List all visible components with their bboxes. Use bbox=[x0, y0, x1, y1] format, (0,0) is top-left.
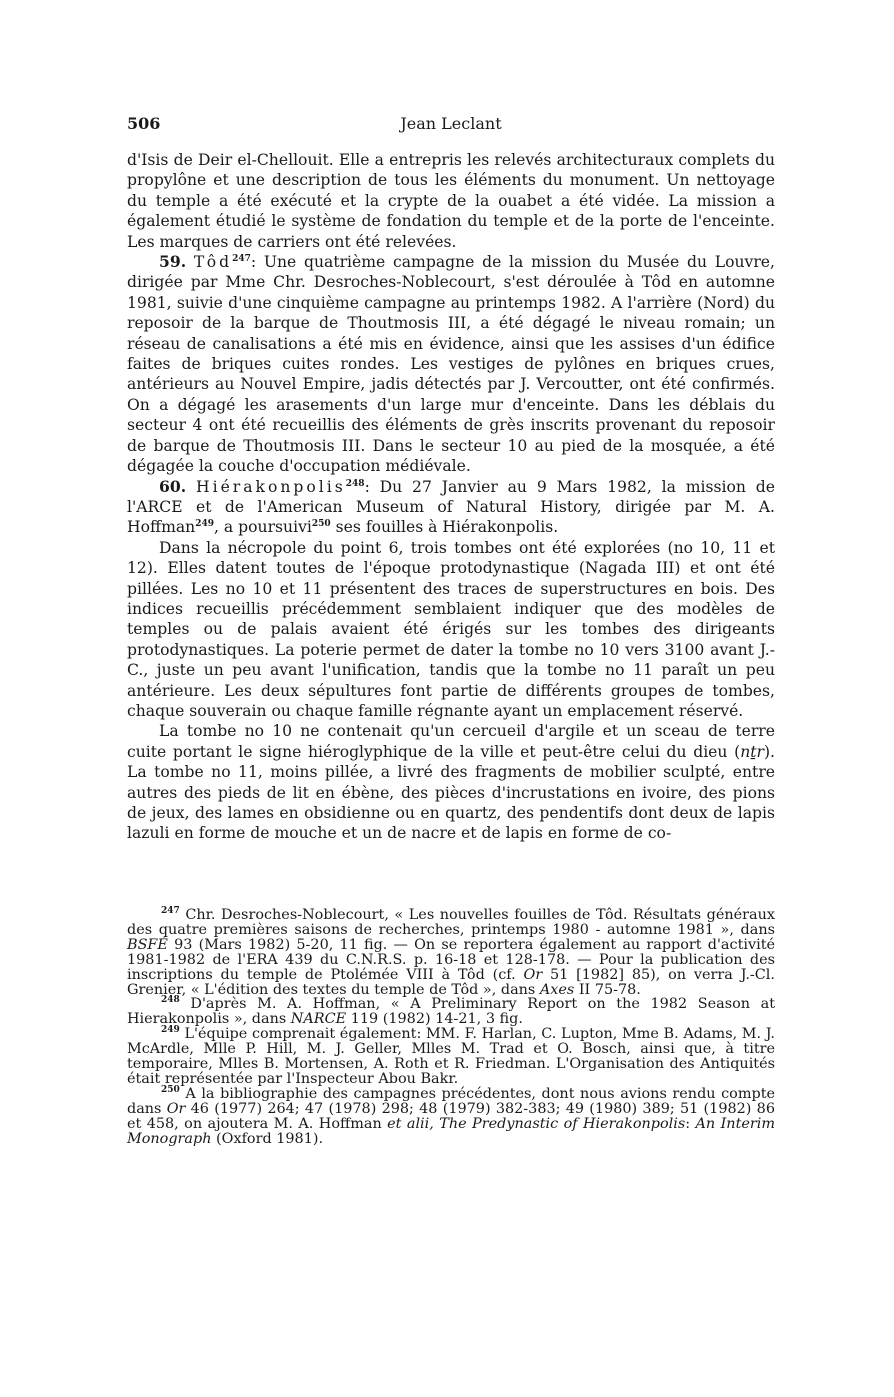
footnote-text: II 75-78. bbox=[574, 981, 641, 998]
footnote-text: 93 (Mars 1982) 5-20, 11 fig. — On se reportera également au rapport d'activité 1981-1982 de l'ERA 439 du C.N.R.S. p. 16-18 et 128-178. — Pour la publication des inscriptions du temple de Ptolémée VIII à Tôd (cf. bbox=[127, 936, 775, 983]
paragraph bbox=[127, 538, 775, 722]
footnote-italic: BSFÉ bbox=[127, 936, 168, 953]
footnote-number: 248 bbox=[161, 995, 180, 1006]
section-number: 59. bbox=[159, 252, 187, 272]
footnote-text: A la bibliographie des campagnes précédentes, dont nous avions rendu compte dans bbox=[127, 1085, 775, 1117]
footnote-italic: NARCE bbox=[290, 1011, 347, 1028]
footnote-ref[interactable]: 248 bbox=[345, 478, 365, 489]
footnote-italic: Or bbox=[523, 966, 543, 983]
site-name: Hiérakonpolis bbox=[195, 477, 346, 496]
footnote-italic: Or bbox=[166, 1100, 186, 1117]
footnote-text: 119 (1982) 14-21, 3 fig. bbox=[346, 1011, 523, 1028]
footnote-247 bbox=[127, 908, 775, 997]
footnote-ref[interactable]: 249 bbox=[195, 519, 214, 530]
footnote-number: 249 bbox=[161, 1025, 180, 1036]
paragraph-text: La tombe no 10 ne contenait qu'un cercueil d'argile et un sceau de terre cuite portant le signe hiéroglyphique de la ville et peut-être celui du dieu ( bbox=[127, 722, 775, 761]
site-name: Tôd bbox=[193, 253, 233, 272]
footnote-text: 46 (1977) 264; 47 (1978) 298; 48 (1979) 382-383; 49 (1980) 389; 51 (1982) 86 et 458, on ajoutera M. A. Hoffman bbox=[127, 1100, 775, 1132]
footnote-text: 51 [1982] 85), on verra J.-Cl. Grenier, « L'édition des textes du temple de Tôd », dans bbox=[127, 966, 775, 998]
body-text bbox=[127, 150, 775, 844]
running-author: Jean Leclant bbox=[400, 114, 502, 133]
paragraph bbox=[127, 150, 775, 252]
running-header bbox=[127, 114, 775, 138]
paragraph-hierakonpolis bbox=[127, 477, 775, 538]
footnotes bbox=[127, 908, 775, 1147]
paragraph-text: : Du 27 Janvier au 9 Mars 1982, la mission de l'ARCE et de l'American Museum of Natural History, dirigée par M. A. Hoffman bbox=[127, 477, 775, 537]
footnote-italic: et alii, The Predynastic of Hierakonpolis bbox=[387, 1115, 686, 1132]
paragraph-text: ). La tombe no 11, moins pillée, a livré des fragments de mobilier sculpté, entre autres des pieds de lit en ébène, des pièces d'incrustations en ivoire, des pions de jeux, des lames en obsidienne ou en quartz, des pendentifs dont deux de lapis lazuli en forme de mouche et un de nacre et de lapis en forme de co- bbox=[127, 742, 775, 843]
footnote-text: : bbox=[685, 1115, 696, 1132]
paragraph-text: Dans la nécropole du point 6, trois tombes ont été explorées (no 10, 11 et 12). Elles datent toutes de l'époque protodynastique (Nagada III) et ont été pillées. Les no 10 et 11 présentent des traces de superstructures en bois. Des indices recueillis précédemment semblaient indiquer que des modèles de temples ou de palais avaient été érigés sur les tombes des dirigeants protodynastiques. La poterie permet de dater la tombe no 10 vers 3100 avant J.-C., juste un peu avant l'unification, tandis que la tombe no 11 paraît un peu antérieure. Les deux sépultures font partie de différents groupes de tombes, chaque souverain ou chaque famille régnante ayant un emplacement réservé. bbox=[127, 538, 775, 720]
paragraph-text: : Une quatrième campagne de la mission du Musée du Louvre, dirigée par Mme Chr. Desroches-Noblecourt, s'est déroulée à Tôd en automne 1981, suivie d'une cinquième campagne au printemps 1982. A l'arrière (Nord) du reposoir de la barque de Thoutmosis III, a été dégagé le niveau romain; un réseau de canalisations a été mis en évidence, ainsi que les assises d'un édifice faites de briques cuites rondes. Les vestiges de pylônes en briques crues, antérieurs au Nouvel Empire, jadis détectés par J. Vercoutter, ont été confirmés. On a dégagé les arasements d'un large mur d'enceinte. Dans les déblais du secteur 4 ont été recueillis des éléments de grès inscrits provenant du reposoir de barque de Thoutmosis III. Dans le secteur 10 au pied de la mosquée, a été dégagée la couche d'occupation médiévale. bbox=[127, 253, 775, 476]
footnote-text: Chr. Desroches-Noblecourt, « Les nouvelles fouilles de Tôd. Résultats généraux des quatre premières saisons de recherches, printemps 1980 - automne 1981 », dans bbox=[127, 907, 775, 938]
paragraph-text: ses fouilles à Hiérakonpolis. bbox=[330, 518, 559, 537]
footnote-text: L'équipe comprenait également: MM. F. Harlan, C. Lupton, Mme B. Adams, M. J. McArdle, Mlle P. Hill, M. J. Geller, Mlles M. Trad et O. Bosch, ainsi que, à titre temporaire, Mlles B. Mortensen, A. Roth et R. Friedman. L'Organisation des Antiquités était représentée par l'Inspecteur Abou Bakr. bbox=[127, 1026, 775, 1087]
footnote-number: 247 bbox=[161, 906, 180, 917]
paragraph bbox=[127, 721, 775, 843]
paragraph-tod bbox=[127, 252, 775, 476]
italic-term: nṯr bbox=[740, 742, 764, 761]
paragraph-text: , a poursuivi bbox=[214, 518, 312, 537]
footnote-248 bbox=[127, 997, 775, 1027]
paragraph-text: d'Isis de Deir el-Chellouit. Elle a entrepris les relevés architecturaux complets du propylône et une description de tous les éléments du monument. Un nettoyage du temple a été exécuté et la crypte de la ouabet a été vidée. La mission a également étudié le système de fondation du temple et de la porte de l'enceinte. Les marques de carriers ont été relevées. bbox=[127, 151, 775, 251]
footnote-ref[interactable]: 247 bbox=[232, 253, 251, 264]
section-number: 60. bbox=[159, 476, 187, 496]
footnote-ref[interactable]: 250 bbox=[311, 519, 331, 530]
footnote-text: (Oxford 1981). bbox=[211, 1130, 324, 1147]
footnote-number: 250 bbox=[161, 1085, 180, 1096]
footnote-italic: Axes bbox=[539, 981, 575, 998]
footnote-italic: An Interim Monograph bbox=[127, 1115, 775, 1147]
footnote-250 bbox=[127, 1087, 775, 1147]
page-number: 506 bbox=[127, 114, 161, 133]
footnote-text: D'après M. A. Hoffman, « A Preliminary Report on the 1982 Season at Hierakonpolis », dans bbox=[127, 996, 775, 1028]
footnote-249 bbox=[127, 1027, 775, 1087]
